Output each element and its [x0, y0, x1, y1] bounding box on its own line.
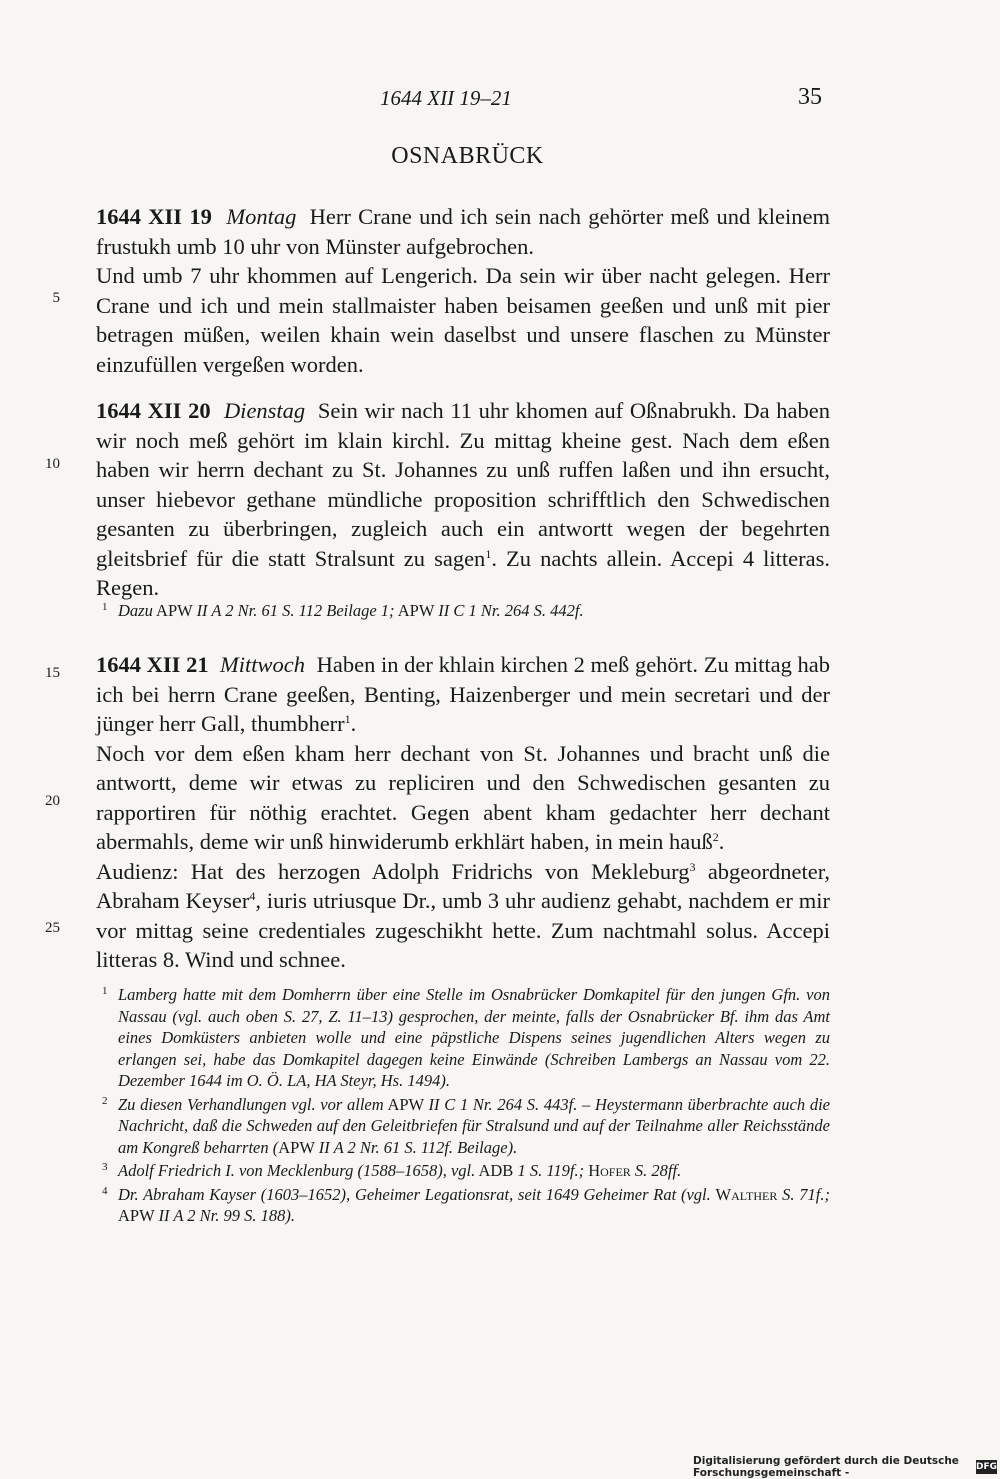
- footnote-number: 4: [102, 1184, 108, 1197]
- footnote-text: Lamberg hatte mit dem Domherrn über eine Stelle im Osnabrücker Domkapitel für den jungen Gfn. von Nassau (vgl. auch oben S. 27, Z. 11–13) gesprochen, der meinte, falls der Osnabrücker Bf. ihm das Amt eines Domküsters anbieten wolle und eine päpstliche Dispens seines jugendlichen Alters wegen zu erlangen sei, habe das Domkapitel dagegen keine Einwände (Schreiben Lambergs an Nassau vom 22. Dezember 1644 im O. Ö. LA, HA Steyr, Hs. 1494).: [118, 985, 830, 1090]
- entry-paragraph: [96, 396, 830, 603]
- running-header-date: 1644 XII 19–21: [380, 86, 512, 110]
- footnote-ref: 1: [485, 546, 492, 561]
- footnote-text: Dazu: [118, 601, 153, 620]
- footnote-text: II C 1 Nr. 264 S. 443f. – Heystermann überbrachte auch die Nachricht, daß die Schweden auf den Geleitbriefen für Stralsund und auf der Teilnahme aller Reichsstände am Kongreß beharrten (: [118, 1094, 830, 1157]
- line-number: 10: [45, 456, 60, 472]
- dfg-footer: [693, 1456, 1000, 1478]
- footnote-text: Zu diesen Verhandlungen vgl. vor allem: [118, 1094, 384, 1114]
- footnote-text: II A 2 Nr. 61 S. 112 Beilage 1;: [196, 601, 395, 620]
- entry-paragraph: [96, 857, 830, 975]
- footnote-ref: 2: [712, 830, 719, 844]
- diary-entry-xii-19: [96, 202, 830, 379]
- entry-date: 1644 XII 19: [96, 204, 212, 229]
- footnote-ref: 4: [249, 889, 256, 903]
- line-number: 15: [45, 665, 60, 681]
- footnote: [100, 600, 830, 622]
- dfg-footer-text: Digitalisierung gefördert durch die Deutsche Forschungsgemeinschaft -: [693, 1455, 959, 1479]
- entry-text: , iuris utriusque Dr., umb 3 uhr audienz gehabt, nachdem er mir vor mittag seine credentiales zugeschikht hette. Zum nachtmahl solus. Accepi litteras 8. Wind und schnee.: [96, 888, 831, 972]
- entry-paragraph: [96, 650, 830, 739]
- footnote-text: APW: [152, 601, 197, 620]
- line-number: 20: [45, 793, 60, 809]
- dfg-logo-icon: DFG: [975, 1462, 997, 1472]
- footnotes-xii-20: [100, 600, 830, 624]
- diary-entry-xii-20: [96, 396, 830, 603]
- entry-text: Herr Crane und ich sein nach gehörter meß und kleinem frustukh umb 10 uhr von Münster aufgebrochen.: [96, 204, 831, 259]
- footnote-text: Hofer: [588, 1161, 631, 1180]
- footnotes-xii-21: [100, 984, 830, 1229]
- entry-text: abgeordneter, Abraham Keyser: [96, 858, 830, 913]
- footnote-text: II A 2 Nr. 99 S. 188).: [158, 1206, 295, 1225]
- footnote: [100, 1094, 830, 1159]
- entry-text: Noch vor dem eßen kham herr dechant von St. Johannes und bracht unß die antwortt, deme wir etwas zu repliciren und den Schwedischen gesanten zu rapportiren für nöthig erachtet. Gegen abent kham gedachter herr dechant abermahls, deme wir unß hinwiderumb erkhlärt haben, in mein hauß: [96, 740, 830, 854]
- section-title: OSNABRÜCK: [391, 143, 544, 169]
- footnote-number: 2: [102, 1094, 108, 1107]
- entry-paragraph: [96, 202, 830, 261]
- footnote-text: S. 28ff.: [630, 1161, 682, 1180]
- entry-day: Mittwoch: [219, 652, 305, 677]
- entry-date: 1644 XII 20: [96, 398, 211, 423]
- entry-date: 1644 XII 21: [96, 652, 209, 677]
- entry-text: Haben in der khlain kirchen 2 meß gehört. Zu mittag hab ich bei herrn Crane geeßen, Benting, Haizenberger und mein secretari und der jünger herr Gall, thumbherr: [96, 652, 831, 736]
- entry-paragraph: [96, 739, 830, 857]
- page-number: 35: [798, 84, 822, 110]
- entry-text: Und umb 7 uhr khommen auf Lengerich. Da sein wir über nacht gelegen. Herr Crane und ich und mein stallmaister haben beisamen geeßen und unß mit pier betragen müßen, weilen khain wein daselbst und unsere flaschen zu Münster einzufüllen vergeßen worden.: [96, 263, 830, 377]
- line-number: 25: [45, 920, 60, 936]
- footnote-text: Adolf Friedrich I. von Mecklenburg (1588–1658), vgl.: [118, 1161, 476, 1180]
- footnote-text: APW: [118, 1206, 159, 1225]
- footnote-text: II C 1 Nr. 264 S. 442f.: [438, 601, 584, 620]
- entry-text: Audienz: Hat des herzogen Adolph Fridrichs von Mekleburg: [96, 858, 690, 884]
- line-number: 5: [52, 290, 60, 306]
- footnote-text: Walther: [715, 1184, 778, 1204]
- footnote: [100, 1160, 830, 1182]
- entry-text: Sein wir nach 11 uhr khomen auf Oßnabrukh. Da haben wir noch meß gehört im klain kirchl. Zu mittag kheine gest. Nach dem eßen haben wir herrn dechant zu St. Johannes zu unß ruffen laßen und ihn ersucht, unser hiebevor gethane mündliche proposition schrifftlich den Schwedischen gesanten zu überbringen, zugleich auch ein antwortt wegen der begehrten gleitsbrief für die statt Stralsunt zu sagen: [96, 398, 831, 571]
- footnote-text: 1 S. 119f.;: [517, 1161, 589, 1180]
- footnote: [100, 984, 830, 1092]
- footnote-text: APW: [383, 1094, 429, 1114]
- footnote: [100, 1184, 830, 1227]
- entry-text: . Zu nachts allein. Accepi 4 litteras. Regen.: [96, 545, 830, 600]
- entry-paragraph: [96, 261, 830, 379]
- diary-entry-xii-21: [96, 650, 830, 975]
- footnote-text: S. 71f.;: [777, 1184, 830, 1204]
- footnote-text: ADB: [475, 1161, 518, 1180]
- footnote-text: Dr. Abraham Kayser (1603–1652), Geheimer Legationsrat, seit 1649 Geheimer Rat (vgl.: [118, 1184, 716, 1204]
- footnote-text: APW: [278, 1137, 319, 1157]
- entry-day: Dienstag: [223, 398, 306, 423]
- footnote-ref: 1: [344, 712, 351, 726]
- footnote-ref: 3: [689, 859, 696, 874]
- footnote-number: 1: [102, 985, 108, 997]
- footnote-text: APW: [394, 601, 439, 620]
- entry-day: Montag: [226, 204, 297, 229]
- footnote-number: 1: [102, 601, 108, 613]
- footnote-text: II A 2 Nr. 61 S. 112f. Beilage).: [318, 1137, 518, 1157]
- entry-text: .: [350, 711, 357, 736]
- entry-text: .: [718, 829, 725, 854]
- footnote-number: 3: [102, 1161, 108, 1173]
